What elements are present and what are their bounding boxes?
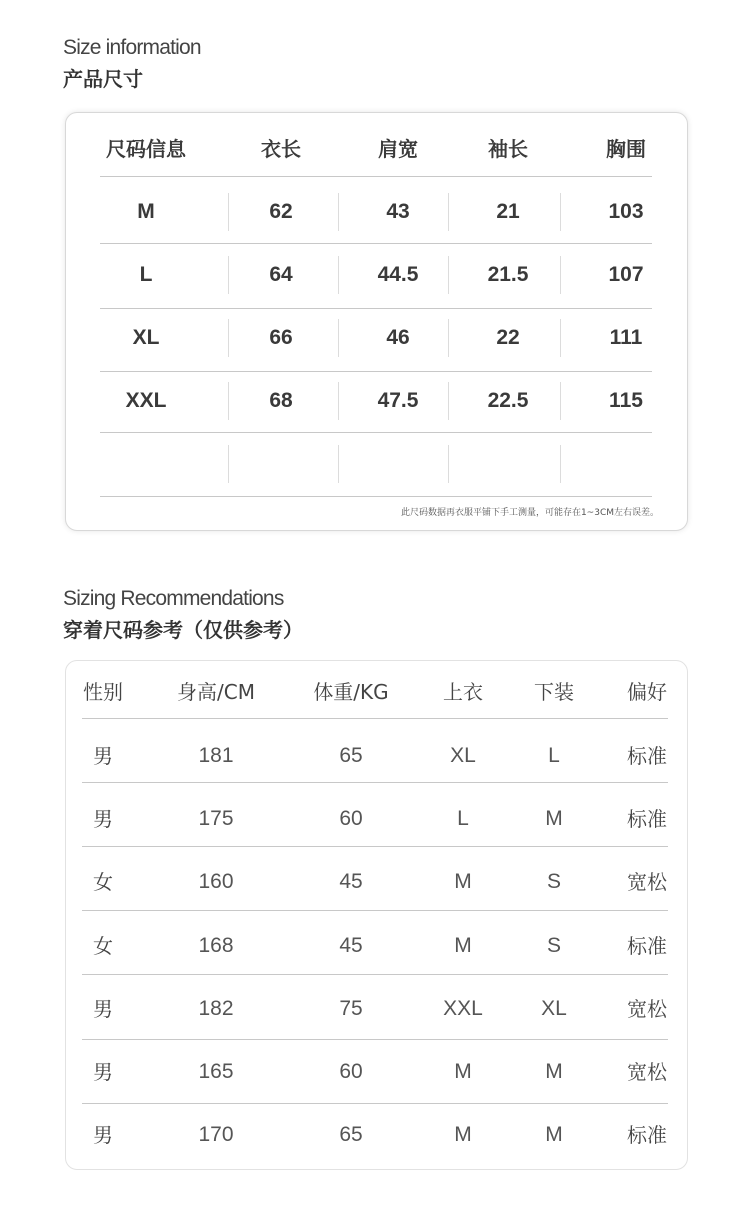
size-table-cell bbox=[91, 449, 201, 479]
sizing-rec-table-card bbox=[65, 660, 688, 1170]
size-table-cell: 66 bbox=[269, 326, 293, 349]
rec-table-cell: XL bbox=[450, 744, 476, 767]
rec-table-cell: 男 bbox=[93, 997, 113, 1021]
size-table-cell: L bbox=[139, 263, 153, 286]
rec-table-cell: M bbox=[545, 807, 563, 830]
rec-table-cell: 75 bbox=[339, 997, 363, 1020]
size-table-cell: 21.5 bbox=[487, 263, 529, 286]
size-table-cell: 44.5 bbox=[377, 263, 419, 286]
rec-table-cell: 181 bbox=[198, 744, 234, 767]
rec-table-cell: 160 bbox=[198, 870, 234, 893]
size-table-cell: 22.5 bbox=[487, 389, 529, 412]
table-divider bbox=[100, 371, 652, 372]
rec-table-header: 下装 bbox=[534, 680, 574, 704]
column-divider bbox=[338, 256, 339, 294]
rec-table-cell: 宽松 bbox=[627, 870, 667, 894]
rec-table-header: 上衣 bbox=[443, 680, 483, 704]
rec-table-cell: L bbox=[457, 807, 469, 830]
table-divider bbox=[100, 243, 652, 244]
sizing-rec-title-cn: 穿着尺码参考（仅供参考） bbox=[63, 618, 303, 642]
rec-table-cell: 男 bbox=[93, 807, 113, 831]
column-divider bbox=[338, 445, 339, 483]
size-table-cell: XXL bbox=[125, 389, 167, 412]
rec-table-cell: L bbox=[548, 744, 560, 767]
rec-table-cell: 65 bbox=[339, 1123, 363, 1146]
size-table-cell bbox=[571, 449, 681, 479]
rec-table-cell: 标准 bbox=[627, 1123, 667, 1147]
rec-table-cell: M bbox=[454, 1060, 472, 1083]
rec-table-cell: 182 bbox=[198, 997, 234, 1020]
rec-table-header: 偏好 bbox=[627, 680, 667, 704]
size-table-cell bbox=[453, 449, 563, 479]
rec-table-cell: 男 bbox=[93, 744, 113, 768]
rec-table-header: 体重/KG bbox=[313, 680, 389, 704]
rec-table-header: 身高/CM bbox=[177, 680, 255, 704]
rec-table-cell: 标准 bbox=[627, 744, 667, 768]
rec-table-cell: 165 bbox=[198, 1060, 234, 1083]
rec-table-cell: 标准 bbox=[627, 934, 667, 958]
size-table-header: 胸围 bbox=[606, 137, 646, 161]
table-divider bbox=[82, 1103, 668, 1104]
table-divider bbox=[100, 496, 652, 497]
column-divider bbox=[338, 193, 339, 231]
rec-table-cell: 女 bbox=[93, 870, 113, 894]
size-table-cell: XL bbox=[132, 326, 160, 349]
size-info-title-en: Size information bbox=[63, 36, 201, 59]
size-table-cell: 68 bbox=[269, 389, 293, 412]
rec-table-cell: 宽松 bbox=[627, 1060, 667, 1084]
rec-table-cell: 60 bbox=[339, 1060, 363, 1083]
table-divider bbox=[100, 176, 652, 177]
rec-table-cell: XL bbox=[541, 997, 567, 1020]
rec-table-cell: M bbox=[545, 1123, 563, 1146]
rec-table-cell: M bbox=[454, 934, 472, 957]
table-divider bbox=[82, 1039, 668, 1040]
rec-table-cell: XXL bbox=[443, 997, 483, 1020]
size-table-cell: 64 bbox=[269, 263, 293, 286]
table-divider bbox=[82, 910, 668, 911]
rec-table-cell: M bbox=[545, 1060, 563, 1083]
size-table-header: 袖长 bbox=[488, 137, 528, 161]
table-divider bbox=[100, 308, 652, 309]
table-divider bbox=[82, 718, 668, 719]
rec-table-cell: 60 bbox=[339, 807, 363, 830]
size-table-cell: 115 bbox=[609, 389, 643, 412]
rec-table-cell: M bbox=[454, 870, 472, 893]
rec-table-cell: 45 bbox=[339, 934, 363, 957]
table-divider bbox=[82, 782, 668, 783]
size-table-cell: 22 bbox=[496, 326, 520, 349]
rec-table-cell: 男 bbox=[93, 1123, 113, 1147]
size-table-cell: 103 bbox=[608, 200, 644, 223]
size-table-header: 衣长 bbox=[261, 137, 301, 161]
rec-table-cell: M bbox=[454, 1123, 472, 1146]
rec-table-cell: 175 bbox=[198, 807, 234, 830]
column-divider bbox=[338, 382, 339, 420]
rec-table-cell: S bbox=[546, 934, 561, 957]
size-table-cell: 62 bbox=[269, 200, 293, 223]
rec-table-cell: 男 bbox=[93, 1060, 113, 1084]
rec-table-cell: 168 bbox=[198, 934, 234, 957]
table-divider bbox=[100, 432, 652, 433]
rec-table-cell: 标准 bbox=[627, 807, 667, 831]
size-table-cell: M bbox=[137, 200, 155, 223]
rec-table-cell: S bbox=[546, 870, 561, 893]
rec-table-cell: 45 bbox=[339, 870, 363, 893]
size-table-cell bbox=[343, 449, 453, 479]
size-table-cell: 47.5 bbox=[377, 389, 419, 412]
size-table-cell: 46 bbox=[386, 326, 410, 349]
rec-table-cell: 女 bbox=[93, 934, 113, 958]
size-table-cell bbox=[226, 449, 336, 479]
size-table-cell: 43 bbox=[386, 200, 410, 223]
rec-table-cell: 65 bbox=[339, 744, 363, 767]
size-table-header: 肩宽 bbox=[378, 137, 418, 161]
size-table-cell: 21 bbox=[496, 200, 520, 223]
column-divider bbox=[338, 319, 339, 357]
size-table-cell: 107 bbox=[608, 263, 644, 286]
rec-table-header: 性别 bbox=[83, 680, 123, 704]
size-table-header: 尺码信息 bbox=[106, 137, 186, 161]
rec-table-cell: 宽松 bbox=[627, 997, 667, 1021]
rec-table-cell: 170 bbox=[198, 1123, 234, 1146]
table-divider bbox=[82, 846, 668, 847]
size-table-card bbox=[65, 112, 688, 531]
sizing-rec-title-en: Sizing Recommendations bbox=[63, 587, 284, 610]
table-divider bbox=[82, 974, 668, 975]
measurement-note: 此尺码数据再衣服平铺下手工测量，可能存在1~3CM左右误差。 bbox=[400, 508, 659, 518]
size-info-title-cn: 产品尺寸 bbox=[63, 67, 143, 91]
size-table-cell: 111 bbox=[609, 326, 643, 349]
